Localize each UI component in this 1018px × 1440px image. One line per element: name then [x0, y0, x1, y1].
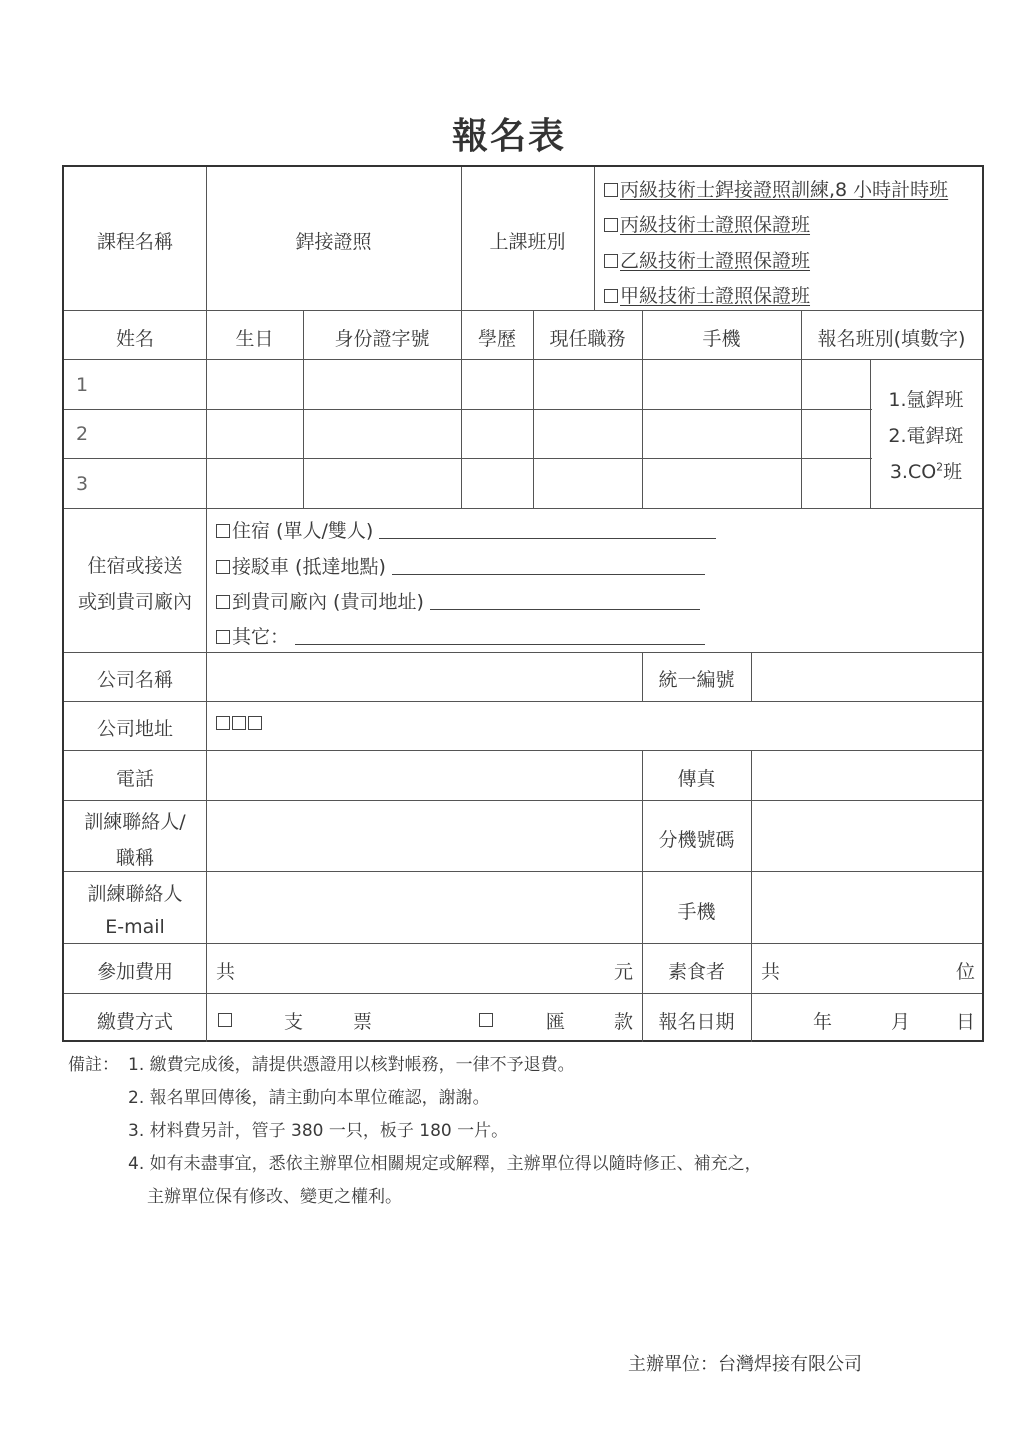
- registration-form-table: [62, 165, 984, 1042]
- header-name: 姓名: [115, 328, 154, 350]
- transfer-char-2: 款: [614, 1011, 634, 1033]
- date-day: 日: [956, 1011, 976, 1033]
- lodging-option-shuttle[interactable]: 接駁車 (抵達地點): [216, 552, 705, 579]
- lodging-option-other[interactable]: 其它：: [216, 622, 705, 649]
- fee-label: 參加費用: [96, 961, 173, 983]
- email-label-line1: 訓練聯絡人: [87, 883, 183, 905]
- payment-method-label: 繳費方式: [96, 1011, 173, 1033]
- registration-date-label: 報名日期: [658, 1011, 735, 1033]
- postal-code-boxes[interactable]: [216, 712, 264, 734]
- note-item-4-continued: 主辦單位保有修改、變更之權利。: [147, 1187, 402, 1207]
- course-name-label: 課程名稱: [96, 231, 173, 253]
- header-birthday: 生日: [235, 328, 274, 350]
- vegetarian-unit: 位: [956, 961, 976, 983]
- fax-label: 傳真: [677, 768, 716, 790]
- class-option-1[interactable]: 丙級技術士銲接證照訓練,8 小時計時班: [604, 175, 948, 202]
- header-mobile: 手機: [702, 328, 741, 350]
- page-title: 報名表: [451, 116, 566, 157]
- organizer-line: 主辦單位：台灣焊接有限公司: [628, 1354, 862, 1375]
- check-checkbox[interactable]: [218, 1009, 234, 1031]
- notes-prefix: 備註：: [68, 1055, 119, 1075]
- transfer-checkbox[interactable]: [479, 1009, 495, 1031]
- check-char-1: 支: [284, 1011, 304, 1033]
- contact-mobile-label: 手機: [677, 901, 716, 923]
- email-label-line2: E-mail: [105, 916, 165, 938]
- tax-id-label: 統一編號: [658, 669, 735, 691]
- class-option-4[interactable]: 甲級技術士證照保證班: [604, 281, 810, 308]
- transfer-char-1: 匯: [546, 1011, 566, 1033]
- header-class-choice: 報名班別(填數字): [817, 328, 966, 350]
- date-month: 月: [891, 1011, 911, 1033]
- row-number-2: 2: [76, 423, 89, 445]
- checkbox-icon[interactable]: [604, 218, 618, 232]
- note-item-3: 3. 材料費另計，管子 380 一只，板子 180 一片。: [128, 1121, 509, 1141]
- checkbox-icon[interactable]: [604, 289, 618, 303]
- checkbox-icon[interactable]: [216, 524, 230, 538]
- extension-label: 分機號碼: [658, 829, 735, 851]
- fee-currency: 元: [614, 961, 634, 983]
- contact-label-line1: 訓練聯絡人/: [84, 811, 186, 833]
- class-type-label: 上課班別: [489, 231, 566, 253]
- checkbox-icon[interactable]: [604, 254, 618, 268]
- checkbox-icon[interactable]: [604, 183, 618, 197]
- vegetarian-label: 素食者: [667, 961, 725, 983]
- class-key-3: $3.CO^2$班: [889, 460, 963, 483]
- contact-label-line2: 職稱: [115, 847, 154, 869]
- check-char-2: 票: [353, 1011, 373, 1033]
- vegetarian-prefix: 共: [761, 961, 781, 983]
- lodging-label-line1: 住宿或接送: [87, 555, 183, 577]
- row-number-1: 1: [76, 374, 89, 396]
- checkbox-icon[interactable]: [216, 630, 230, 644]
- header-id-number: 身份證字號: [334, 328, 430, 350]
- header-education: 學歷: [477, 328, 516, 350]
- phone-label: 電話: [115, 768, 154, 790]
- date-year: 年: [813, 1011, 833, 1033]
- fee-total-prefix: 共: [216, 961, 236, 983]
- class-option-3[interactable]: 乙級技術士證照保證班: [604, 246, 810, 273]
- class-key-1: 1.氬銲班: [888, 389, 964, 411]
- lodging-option-stay[interactable]: 住宿 (單人/雙人): [216, 516, 716, 543]
- class-option-2[interactable]: 丙級技術士證照保證班: [604, 210, 810, 237]
- checkbox-icon[interactable]: [216, 595, 230, 609]
- company-address-label: 公司地址: [96, 718, 173, 740]
- company-name-label: 公司名稱: [96, 669, 173, 691]
- course-name-value: 銲接證照: [295, 231, 372, 253]
- row-number-3: 3: [76, 473, 89, 495]
- lodging-label-line2: 或到貴司廠內: [77, 591, 192, 613]
- checkbox-icon[interactable]: [216, 560, 230, 574]
- note-item-2: 2. 報名單回傳後，請主動向本單位確認，謝謝。: [128, 1088, 490, 1108]
- note-item-4: 4. 如有未盡事宜，悉依主辦單位相關規定或解釋，主辦單位得以隨時修正、補充之，: [128, 1154, 762, 1174]
- class-key-2: 2.電銲斑: [888, 425, 964, 447]
- lodging-option-onsite[interactable]: 到貴司廠內 (貴司地址): [216, 587, 700, 614]
- note-item-1: 1. 繳費完成後，請提供憑證用以核對帳務，一律不予退費。: [128, 1055, 575, 1075]
- header-position: 現任職務: [549, 328, 626, 350]
